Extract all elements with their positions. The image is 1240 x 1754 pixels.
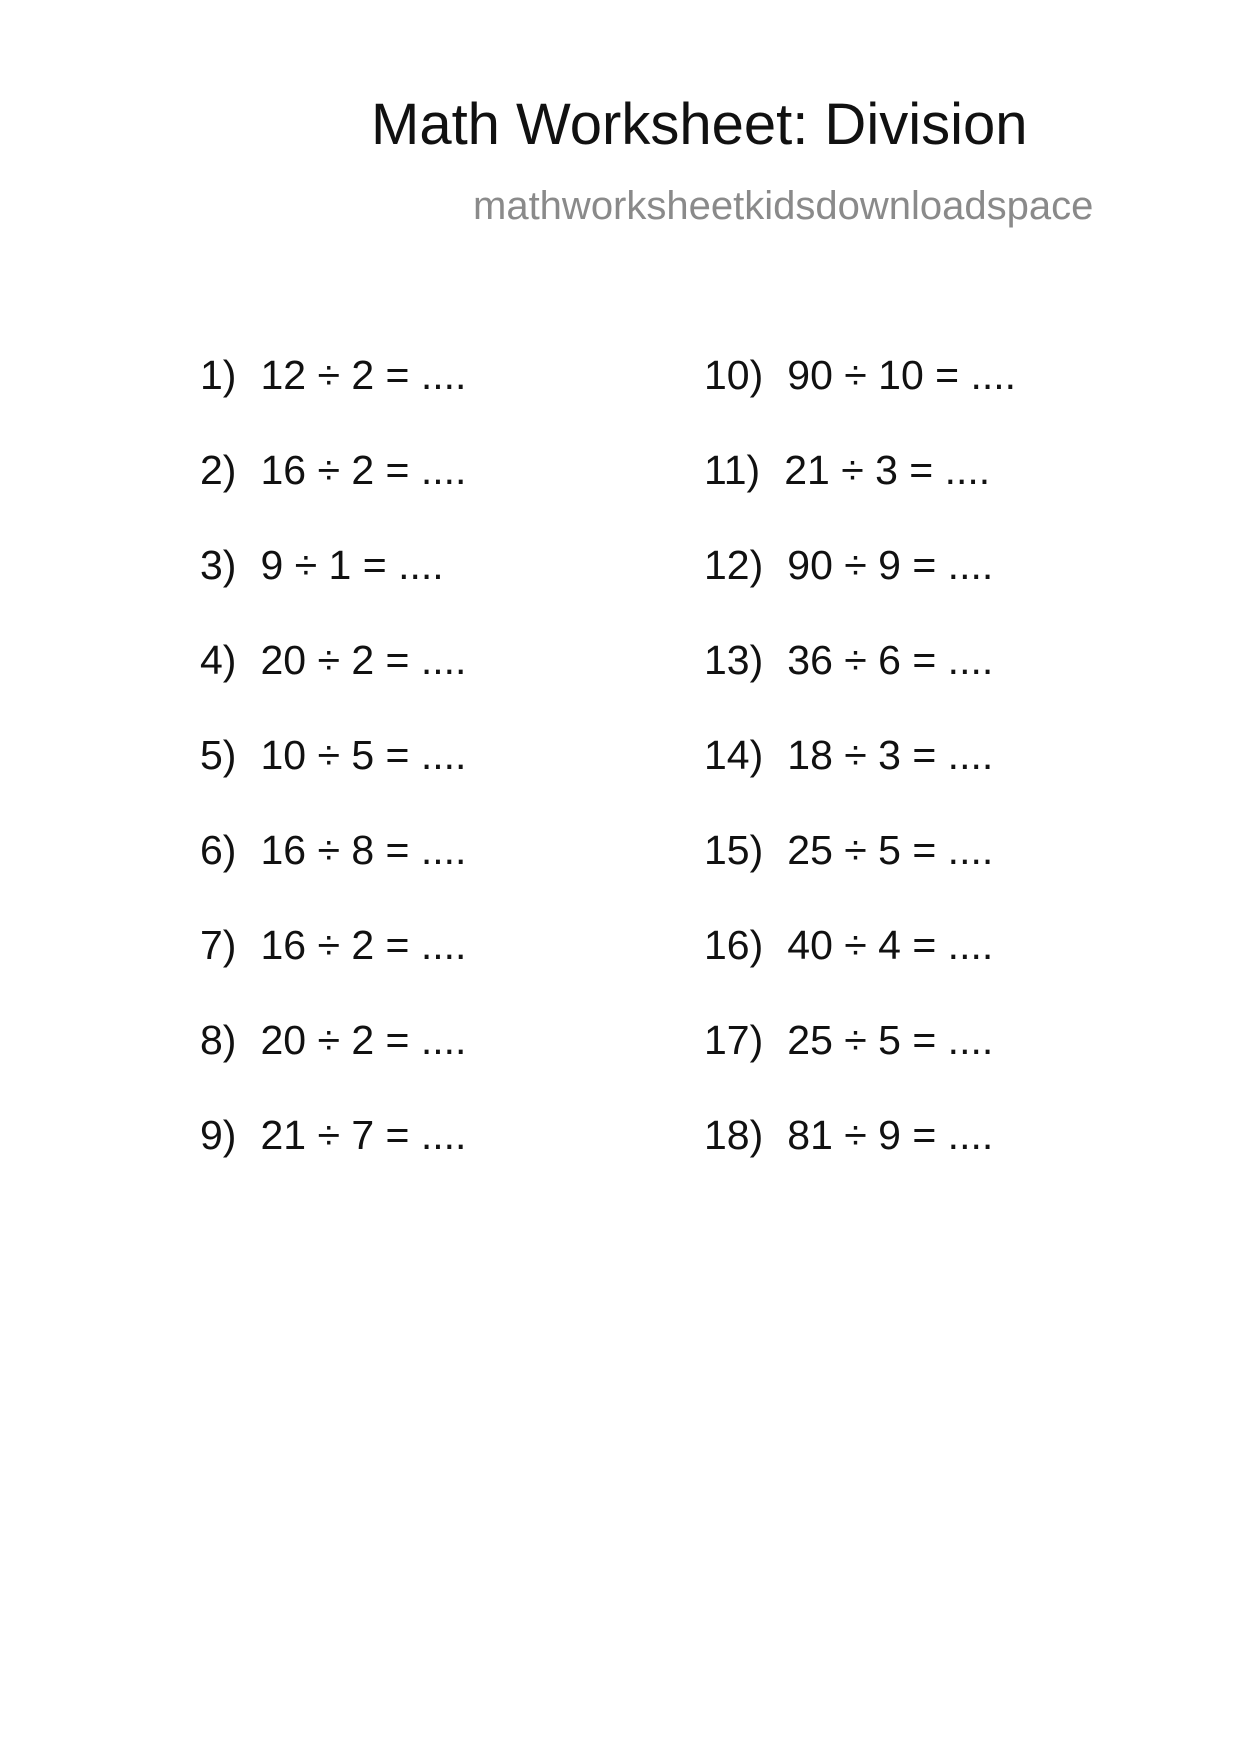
problem-item (704, 637, 1016, 735)
problem-expression: 10 ÷ 5 = .... (260, 732, 467, 778)
problem-number: 12) (704, 542, 764, 588)
problem-item (200, 922, 467, 1020)
problem-expression: 12 ÷ 2 = .... (260, 352, 467, 398)
problem-expression: 36 ÷ 6 = .... (787, 637, 994, 683)
problem-expression: 9 ÷ 1 = .... (260, 542, 444, 588)
problem-item (704, 542, 1016, 640)
problem-item (200, 1112, 467, 1210)
problem-item (704, 827, 1016, 925)
problem-item (704, 732, 1016, 830)
problem-number: 1) (200, 352, 237, 398)
problem-expression: 16 ÷ 2 = .... (260, 922, 467, 968)
problem-expression: 40 ÷ 4 = .... (787, 922, 994, 968)
problem-number: 5) (200, 732, 237, 778)
problem-item (704, 1017, 1016, 1115)
problem-expression: 25 ÷ 5 = .... (787, 1017, 994, 1063)
problem-expression: 21 ÷ 7 = .... (260, 1112, 467, 1158)
problem-expression: 20 ÷ 2 = .... (260, 637, 467, 683)
problem-item (200, 352, 467, 450)
problem-number: 18) (704, 1112, 764, 1158)
problem-item (200, 1017, 467, 1115)
problem-item (704, 352, 1017, 450)
problem-number: 8) (200, 1017, 237, 1063)
problem-expression: 16 ÷ 2 = .... (260, 447, 467, 493)
problem-item (200, 827, 467, 925)
problem-expression: 90 ÷ 10 = .... (787, 352, 1017, 398)
problem-number: 17) (704, 1017, 764, 1063)
problem-expression: 20 ÷ 2 = .... (260, 1017, 467, 1063)
problem-expression: 16 ÷ 8 = .... (260, 827, 467, 873)
problem-expression: 90 ÷ 9 = .... (787, 542, 994, 588)
problem-expression: 81 ÷ 9 = .... (787, 1112, 994, 1158)
problem-number: 11) (704, 447, 761, 493)
problem-number: 14) (704, 732, 764, 778)
problem-number: 9) (200, 1112, 237, 1158)
problem-number: 3) (200, 542, 237, 588)
problem-column-left (200, 352, 467, 1210)
problem-item (704, 922, 1016, 1020)
problem-number: 7) (200, 922, 237, 968)
page-subtitle: mathworksheetkidsdownloadspace (473, 184, 1094, 228)
problem-number: 15) (704, 827, 764, 873)
problem-item (200, 542, 466, 640)
page-title: Math Worksheet: Division (371, 92, 1028, 157)
problem-item (704, 447, 1016, 545)
problem-item (200, 732, 467, 830)
problem-expression: 25 ÷ 5 = .... (787, 827, 994, 873)
problem-item (200, 637, 467, 735)
problem-number: 4) (200, 637, 237, 683)
problem-number: 2) (200, 447, 237, 493)
problem-number: 13) (704, 637, 764, 683)
problem-expression: 21 ÷ 3 = .... (784, 447, 991, 493)
problem-number: 6) (200, 827, 237, 873)
problem-expression: 18 ÷ 3 = .... (787, 732, 994, 778)
problem-column-right (704, 352, 1017, 1210)
problem-item (200, 447, 467, 545)
problem-number: 10) (704, 352, 764, 398)
problem-item (704, 1112, 1016, 1210)
problem-number: 16) (704, 922, 764, 968)
